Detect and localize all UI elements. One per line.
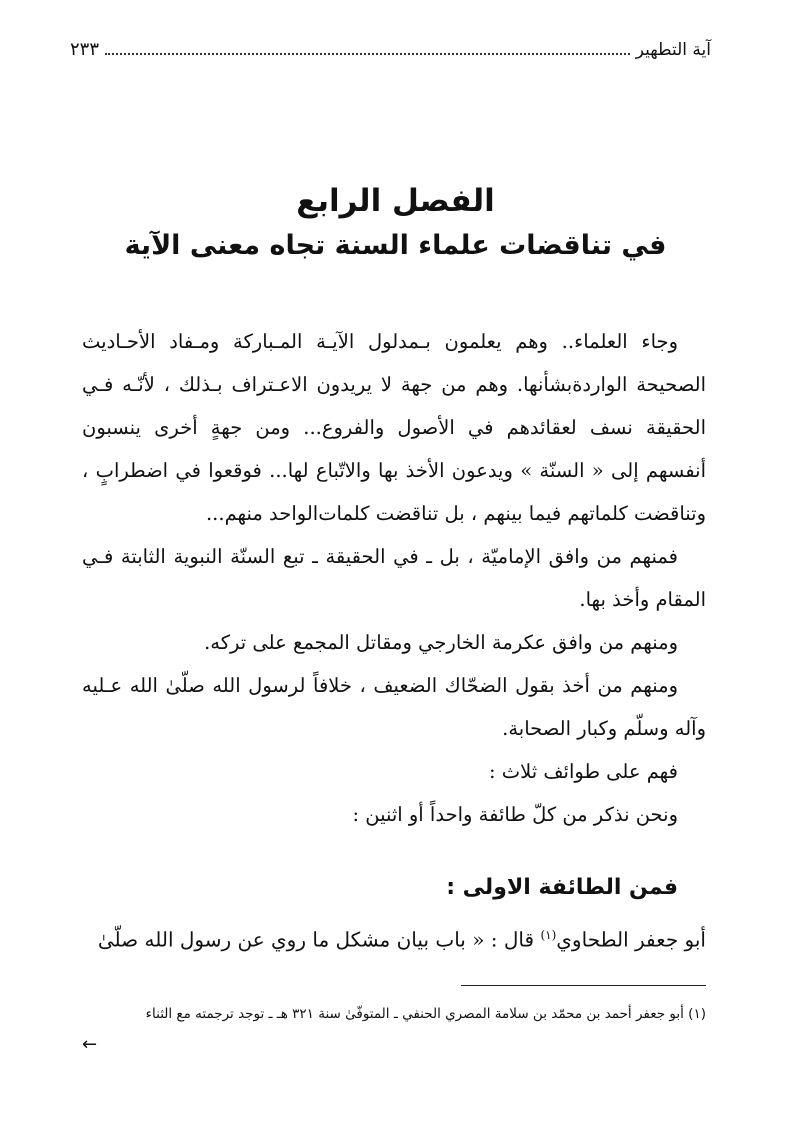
footnote-marker[interactable]: (١) xyxy=(540,928,557,942)
chapter-subtitle: في تناقضات علماء السنة تجاه معنى الآية xyxy=(124,230,667,261)
page-number: ٢٣٣ xyxy=(70,39,100,60)
header-title: آية التطهير xyxy=(635,40,711,60)
paragraph: ومنهم من أخذ بقول الضحّاك الضعيف ، خلافاً لرسول الله صلّىٰ الله عـليه وآله وسلّم وكبار الصحابة. xyxy=(82,674,706,740)
footnote-divider xyxy=(461,985,706,986)
section-first-line xyxy=(82,918,706,957)
running-header xyxy=(70,34,711,60)
paragraph: وجاء العلماء.. وهم يعلمون بـمدلول الآيـة المـباركة ومـفاد الأحـاديث الصحيحة الواردةبشأنها. وهم من جهة لا يريدون الاعـتراف بـذلك ، لأنّـه فـي الحقيقة نسف لعقائدهم في الأصول والفروع... ومن جهةٍ أخرى ينسبون أنفسهم إلى « السنّة » ويدعون الأخذ بها والاتّباع لها... فوقعوا في اضطرابٍ ، وتناقضت كلماتهم فيما بينهم ، بل تناقضت كلمات‌الواحد منهم... xyxy=(82,330,706,525)
paragraph: ونحن نذكر من كلّ طائفة واحداً أو اثنين : xyxy=(352,803,678,826)
footnote-text: (١) أبو جعفر أحمد بن محمّد بن سلامة المصري الحنفي ـ المتوفّىٰ سنة ٣٢١ هـ ـ توجد ترجمته مع الثناء xyxy=(145,1006,706,1022)
header-dotted-leader xyxy=(105,53,630,55)
chapter-title: الفصل الرابع xyxy=(296,183,495,219)
paragraph: فمنهم من وافق الإماميّة ، بل ـ في الحقيقة ـ تبع السنّة النبوية الثابتة فـي المقام وأخذ بها. xyxy=(82,545,706,611)
section-heading: فمن الطائفة الاولى : xyxy=(446,875,678,900)
section-line-end: قال : « باب بيان مشكل ما روي عن رسول الله صلّىٰ xyxy=(97,927,535,952)
section-line-start: أبو جعفر الطحاوي xyxy=(556,927,706,952)
paragraph: ومنهم من وافق عكرمة الخارجي ومقاتل المجمع على تركه. xyxy=(204,631,678,654)
continue-arrow-icon: ← xyxy=(82,1034,98,1055)
body-text xyxy=(82,320,706,836)
paragraph: فهم على طوائف ثلاث : xyxy=(488,760,678,783)
